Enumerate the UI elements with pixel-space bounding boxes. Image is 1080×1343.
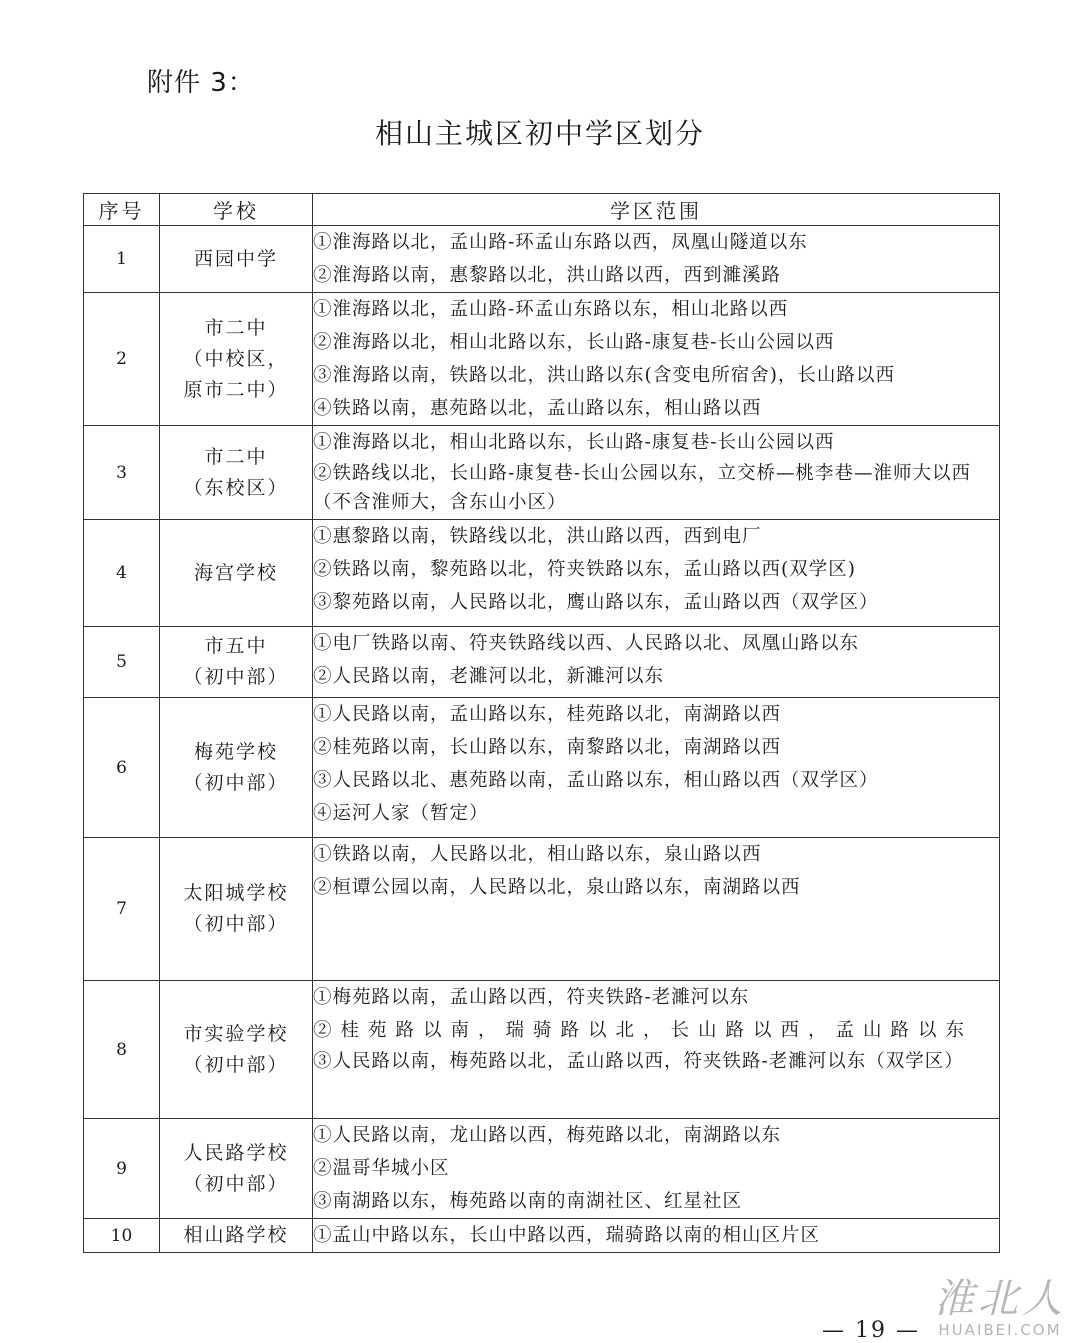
document-title: 相山主城区初中学区划分	[374, 117, 705, 150]
header-school: 学校	[160, 194, 313, 226]
row-number: 3	[84, 426, 160, 520]
table-row	[84, 293, 1000, 426]
school-name-line: 市二中	[204, 316, 268, 339]
school-name-line: 海宫学校	[193, 561, 278, 584]
range-line: ①惠黎路以南，铁路线以北，洪山路以西，西到电厂	[313, 526, 762, 547]
range-line: ①人民路以南，孟山路以东，桂苑路以北，南湖路以西	[313, 704, 782, 725]
table-header-row	[84, 194, 1000, 226]
school-district-table	[83, 193, 1000, 1253]
row-number: 8	[84, 981, 160, 1119]
table-row	[84, 1219, 1000, 1253]
school-name-line: 梅苑学校	[193, 740, 278, 763]
header-index: 序号	[84, 194, 160, 226]
row-number: 10	[84, 1219, 160, 1253]
school-name-line: （初中部）	[183, 666, 289, 688]
watermark	[934, 1277, 1066, 1339]
school-name-line: 相山路学校	[183, 1224, 289, 1246]
school-name-line: 市五中	[204, 635, 268, 657]
table-row	[84, 981, 1000, 1119]
table-row	[84, 1119, 1000, 1219]
school-name	[160, 426, 313, 520]
watermark-text: 淮北人	[934, 1276, 1066, 1322]
row-number: 9	[84, 1119, 160, 1219]
school-name-line: 太阳城学校	[183, 882, 289, 904]
range-line: ③人民路以北、惠苑路以南，孟山路以东，相山路以西（双学区）	[313, 770, 879, 791]
school-name-line: （东校区）	[183, 476, 289, 499]
table-row	[84, 426, 1000, 520]
district-range	[313, 1119, 1000, 1219]
range-line: ①淮海路以北，相山北路以东，长山路-康复巷-长山公园以西	[313, 432, 835, 453]
district-range	[313, 520, 1000, 627]
range-line: ③黎苑路以南，人民路以北，鹰山路以东，孟山路以西（双学区）	[313, 592, 879, 613]
row-number: 6	[84, 698, 160, 838]
row-number: 5	[84, 627, 160, 698]
table-row	[84, 838, 1000, 981]
school-name-line: 市实验学校	[183, 1022, 289, 1045]
school-name-line: 西园中学	[193, 247, 278, 270]
district-range	[313, 293, 1000, 426]
school-name-line: 原市二中）	[183, 378, 289, 401]
range-line: ①淮海路以北，孟山路-环孟山东路以西，凤凰山隧道以东	[313, 232, 808, 253]
school-name	[160, 1219, 313, 1253]
range-line: ③淮海路以南，铁路以北，洪山路以东(含变电所宿舍)，长山路以西	[313, 365, 895, 386]
range-line: ①人民路以南，龙山路以西，梅苑路以北，南湖路以东	[313, 1125, 782, 1146]
school-name	[160, 698, 313, 838]
range-line: ②桂苑路以南，长山路以东，南黎路以北，南湖路以西	[313, 737, 782, 758]
range-line: ②淮海路以北，相山北路以东，长山路-康复巷-长山公园以西	[313, 332, 835, 353]
row-number: 1	[84, 226, 160, 293]
row-number: 7	[84, 838, 160, 981]
range-line: ③人民路以南，梅苑路以北，孟山路以西，符夹铁路-老濉河以东（双学区）	[313, 1051, 964, 1072]
range-line: ②铁路线以北，长山路-康复巷-长山公园以东，立交桥—桃李巷—淮师大以西（不含淮师大，含东山小区）	[313, 463, 972, 513]
watermark-site: HUAIBEI.COM	[938, 1321, 1062, 1339]
page-number: — 19 —	[822, 1318, 920, 1343]
range-line: ③南湖路以东，梅苑路以南的南湖社区、红星社区	[313, 1191, 743, 1212]
school-name-line: （初中部）	[183, 1172, 289, 1195]
school-name	[160, 1119, 313, 1219]
range-line: ①孟山中路以东，长山中路以西，瑞骑路以南的相山区片区	[313, 1225, 821, 1246]
school-name-line: （初中部）	[183, 1053, 289, 1076]
school-name	[160, 226, 313, 293]
school-name	[160, 981, 313, 1119]
range-line: ①电厂铁路以南、符夹铁路线以西、人民路以北、凤凰山路以东	[313, 633, 860, 654]
district-range	[313, 426, 1000, 520]
range-line: ②温哥华城小区	[313, 1158, 450, 1179]
district-range	[313, 226, 1000, 293]
school-name-line: 人民路学校	[183, 1141, 289, 1164]
table-row	[84, 520, 1000, 627]
table-row	[84, 627, 1000, 698]
table-row	[84, 226, 1000, 293]
district-range	[313, 627, 1000, 698]
range-line: ②铁路以南，黎苑路以北，符夹铁路以东，孟山路以西(双学区)	[313, 559, 856, 580]
district-range	[313, 981, 1000, 1119]
header-range: 学区范围	[313, 194, 1000, 226]
school-name	[160, 520, 313, 627]
range-line: ②桂苑路以南，瑞骑路以北，长山路以西，孟山路以东	[313, 1020, 974, 1041]
district-range	[313, 698, 1000, 838]
table-row	[84, 698, 1000, 838]
range-line: ①铁路以南，人民路以北，相山路以东，泉山路以西	[313, 844, 762, 865]
range-line: ②桓谭公园以南，人民路以北，泉山路以东，南湖路以西	[313, 877, 801, 898]
school-name-line: 市二中	[204, 445, 268, 468]
range-line: ①梅苑路以南，孟山路以西，符夹铁路-老濉河以东	[313, 987, 750, 1008]
range-line: ②人民路以南，老濉河以北，新濉河以东	[313, 666, 665, 687]
school-name	[160, 838, 313, 981]
school-name	[160, 293, 313, 426]
range-line: ④运河人家（暂定）	[313, 803, 489, 824]
district-range	[313, 838, 1000, 981]
row-number: 4	[84, 520, 160, 627]
district-range	[313, 1219, 1000, 1253]
range-line: ④铁路以南，惠苑路以北，孟山路以东，相山路以西	[313, 398, 762, 419]
attachment-label: 附件 3：	[147, 68, 255, 98]
school-name-line: （初中部）	[183, 771, 289, 794]
range-line: ①淮海路以北，孟山路-环孟山东路以东，相山北路以西	[313, 299, 789, 320]
range-line: ②淮海路以南，惠黎路以北，洪山路以西，西到濉溪路	[313, 265, 782, 286]
school-name-line: （中校区，	[183, 347, 289, 370]
row-number: 2	[84, 293, 160, 426]
school-name	[160, 627, 313, 698]
school-name-line: （初中部）	[183, 913, 289, 935]
